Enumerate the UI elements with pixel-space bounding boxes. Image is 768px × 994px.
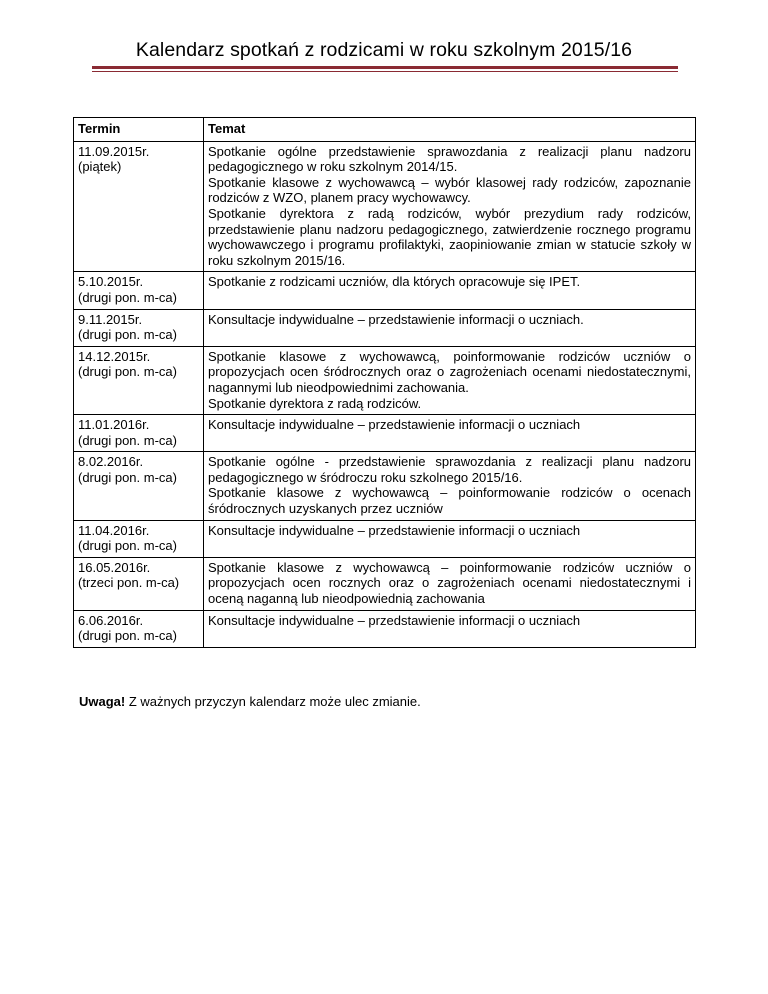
topic-cell: [204, 272, 696, 309]
topic-cell: [204, 415, 696, 452]
term-note: (drugi pon. m-ca): [78, 628, 177, 644]
table-header-row: [74, 118, 696, 142]
term-date: 14.12.2015r.: [78, 348, 151, 364]
term-date: 11.09.2015r.: [78, 143, 150, 159]
header-topic: Temat: [204, 118, 696, 142]
table-row: [74, 520, 696, 557]
note-label: Uwaga!: [79, 694, 126, 709]
term-date: 5.10.2015r.: [78, 274, 144, 290]
term-cell: [74, 452, 204, 520]
term-cell: [74, 272, 204, 309]
term-note: (drugi pon. m-ca): [78, 289, 177, 305]
topic-text: Spotkanie klasowe z wychowawcą – wybór klasowej rady rodziców, zapoznanie rodziców z WZO, planem pracy wychowawcy.: [208, 174, 691, 206]
topic-cell: [204, 309, 696, 346]
term-cell: [74, 346, 204, 414]
term-cell: [74, 557, 204, 610]
term-date: 8.02.2016r.: [78, 454, 144, 470]
table-row: [74, 346, 696, 414]
term-note: (drugi pon. m-ca): [78, 469, 177, 485]
topic-text: Spotkanie dyrektora z radą rodziców, wybór prezydium rady rodziców, przedstawienie planu nadzoru pedagogicznego, zatwierdzenie rocznego programu wychowawczego i programu profilaktyki, zaopiniowanie zmian w statucie szkoły w roku szkolnym 2015/16.: [208, 205, 691, 268]
term-cell: [74, 415, 204, 452]
table-row: [74, 557, 696, 610]
term-date: 11.04.2016r.: [78, 522, 150, 538]
term-cell: [74, 309, 204, 346]
title-underline-thin: [92, 71, 678, 72]
topic-text: Spotkanie z rodzicami uczniów, dla których opracowuje się IPET.: [208, 274, 581, 290]
topic-text: Spotkanie dyrektora z radą rodziców.: [208, 395, 422, 411]
table-row: [74, 415, 696, 452]
note-text: Z ważnych przyczyn kalendarz może ulec zmianie.: [125, 694, 421, 709]
term-date: 11.01.2016r.: [78, 417, 150, 433]
term-note: (drugi pon. m-ca): [78, 432, 177, 448]
topic-text: Konsultacje indywidualne – przedstawienie informacji o uczniach: [208, 612, 581, 628]
topic-text: Spotkanie klasowe z wychowawcą – poinformowanie rodziców o ocenach śródrocznych uzyskanych przez uczniów: [208, 485, 691, 517]
topic-text: Konsultacje indywidualne – przedstawienie informacji o uczniach: [208, 417, 581, 433]
table-row: [74, 309, 696, 346]
term-cell: [74, 520, 204, 557]
term-note: (trzeci pon. m-ca): [78, 575, 180, 591]
term-date: 6.06.2016r.: [78, 612, 144, 628]
topic-text: Spotkanie ogólne przedstawienie sprawozdania z realizacji planu nadzoru pedagogicznego w roku szkolnym 2014/15.: [208, 143, 691, 175]
term-note: (piątek): [78, 159, 122, 175]
topic-text: Spotkanie ogólne - przedstawienie sprawozdania z realizacji planu nadzoru pedagogicznego w śródroczu roku szkolnego 2015/16.: [208, 454, 691, 485]
term-cell: [74, 610, 204, 647]
topic-cell: [204, 610, 696, 647]
header-term: Termin: [74, 118, 204, 142]
term-date: 9.11.2015r.: [78, 311, 143, 327]
term-date: 16.05.2016r.: [78, 559, 151, 575]
topic-cell: [204, 557, 696, 610]
footer-note: [79, 694, 421, 710]
term-note: (drugi pon. m-ca): [78, 538, 177, 554]
topic-text: Spotkanie klasowe z wychowawcą, poinformowanie rodziców uczniów o propozycjach ocen śródrocznych oraz o zagrożeniach ocenami niedostatecznymi, nagannymi lub nieodpowiednimi zachowania.: [208, 348, 691, 395]
title-underline: [92, 66, 678, 69]
topic-cell: [204, 520, 696, 557]
topic-text: Spotkanie klasowe z wychowawcą – poinformowanie rodziców uczniów o propozycjach ocen rocznych oraz o zagrożeniach ocenami niedostatecznymi i oceną naganną lub nieodpowiednią zachowania: [208, 559, 691, 607]
topic-cell: [204, 452, 696, 520]
term-cell: [74, 141, 204, 272]
schedule-table: [73, 117, 696, 648]
term-note: (drugi pon. m-ca): [78, 327, 177, 343]
topic-cell: [204, 346, 696, 414]
schedule-body: [74, 141, 696, 647]
table-row: [74, 272, 696, 309]
topic-cell: [204, 141, 696, 272]
topic-text: Konsultacje indywidualne – przedstawienie informacji o uczniach: [208, 522, 581, 538]
table-row: [74, 610, 696, 647]
term-note: (drugi pon. m-ca): [78, 364, 177, 380]
table-row: [74, 141, 696, 272]
page-title: Kalendarz spotkań z rodzicami w roku szkolnym 2015/16: [135, 39, 633, 61]
topic-text: Konsultacje indywidualne – przedstawienie informacji o uczniach.: [208, 311, 584, 327]
table-row: [74, 452, 696, 520]
